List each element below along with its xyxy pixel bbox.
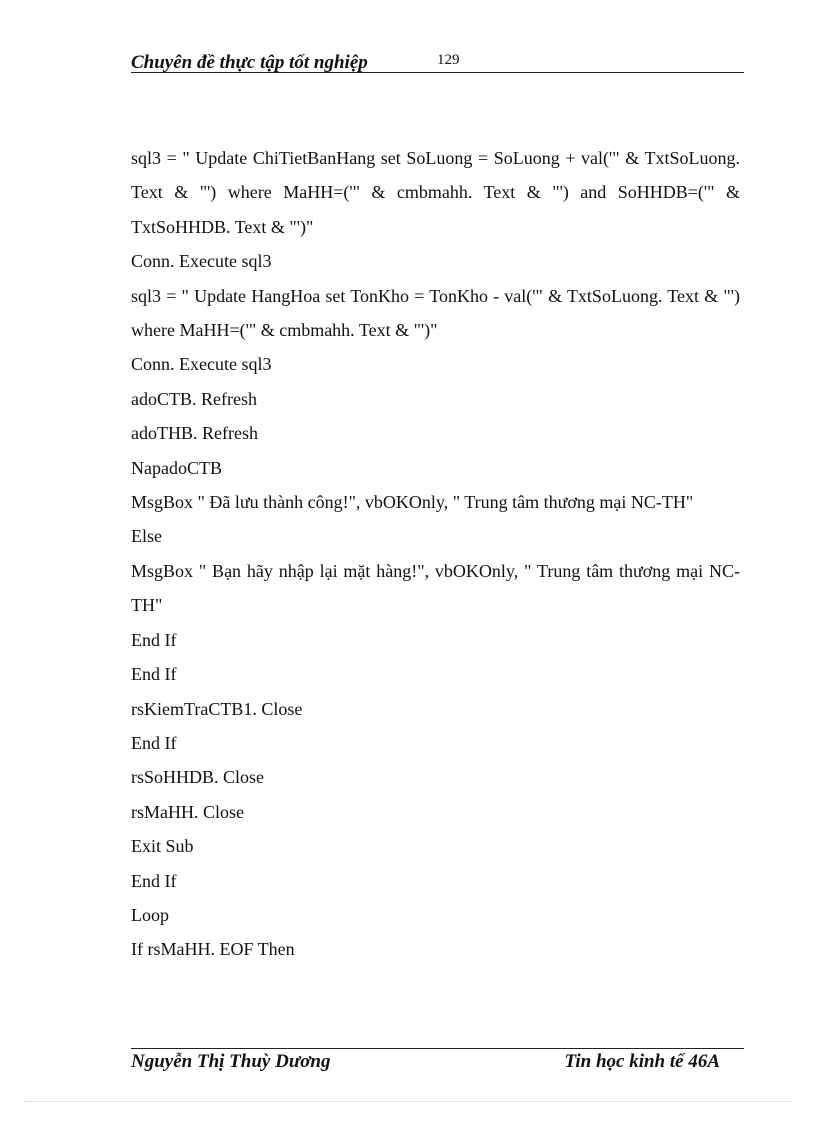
code-line: Conn. Execute sql3 — [131, 251, 272, 272]
page-number: 129 — [437, 52, 460, 68]
code-line: MsgBox " Đã lưu thành công!", vbOKOnly, " Trung tâm thương mại NC-TH" — [131, 492, 694, 513]
code-line: Loop — [131, 904, 169, 925]
page-footer — [131, 1048, 744, 1072]
code-line: MsgBox " Bạn hãy nhập lại mặt hàng!", vbOKOnly, " Trung tâm thương mại NC-TH" — [131, 560, 740, 616]
code-line: rsKiemTraCTB1. Close — [131, 698, 303, 719]
code-line: Exit Sub — [131, 836, 194, 857]
code-line: rsSoHHDB. Close — [131, 767, 265, 788]
page-header — [131, 50, 744, 73]
code-listing — [131, 141, 740, 967]
code-line: End If — [131, 732, 177, 753]
footer-author: Nguyễn Thị Thuỳ Dương — [131, 1051, 331, 1072]
code-line: adoCTB. Refresh — [131, 388, 257, 409]
code-line: End If — [131, 870, 177, 891]
code-line: sql3 = " Update HangHoa set TonKho = TonKho - val('" & TxtSoLuong. Text & "') where MaHH=('" & cmbmahh. Text & "')" — [131, 285, 740, 341]
code-line: adoTHB. Refresh — [131, 423, 258, 444]
code-line: End If — [131, 664, 177, 685]
page-edge-divider — [24, 1101, 792, 1102]
code-line: Else — [131, 526, 162, 547]
code-line: If rsMaHH. EOF Then — [131, 939, 295, 960]
code-line: sql3 = " Update ChiTietBanHang set SoLuong = SoLuong + val('" & TxtSoLuong. Text & "') where MaHH=('" & cmbmahh. Text & "') and SoHHDB=('" & TxtSoHHDB. Text & "')" — [131, 148, 740, 237]
code-line: End If — [131, 629, 177, 650]
header-title: Chuyên đề thực tập tốt nghiệp — [131, 52, 368, 73]
code-line: Conn. Execute sql3 — [131, 354, 272, 375]
footer-course: Tin học kinh tế 46A — [564, 1051, 720, 1072]
code-line: NapadoCTB — [131, 457, 222, 478]
code-line: rsMaHH. Close — [131, 801, 244, 822]
